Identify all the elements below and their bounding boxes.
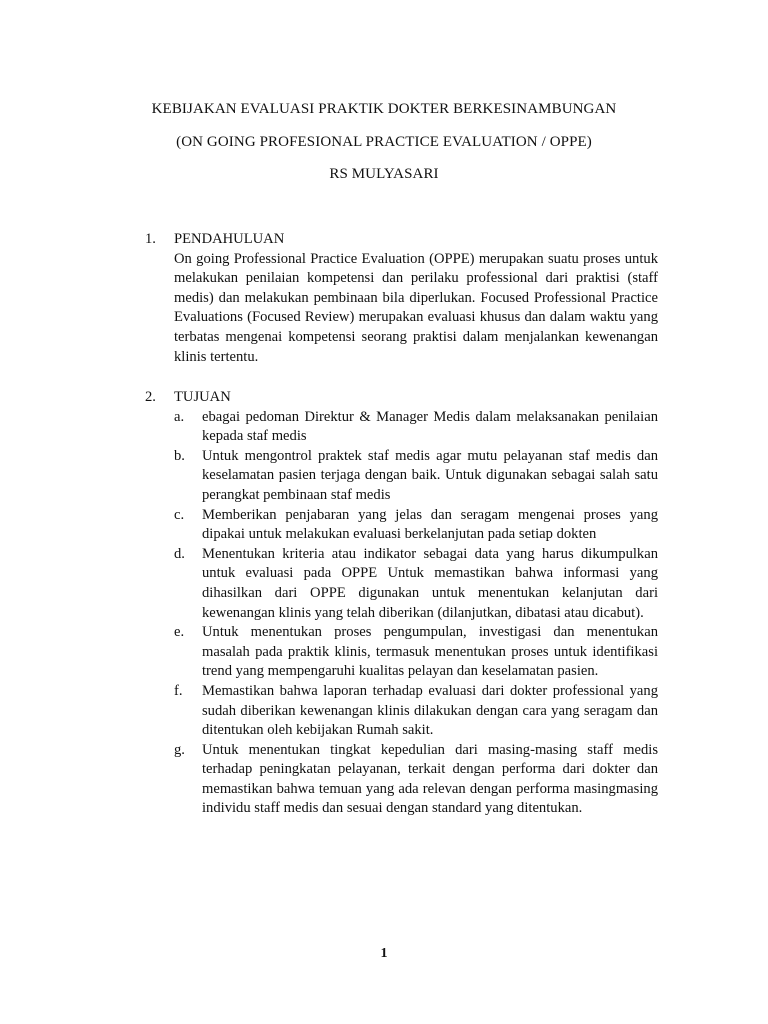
list-item-marker: f. (174, 682, 183, 699)
list-item (174, 741, 658, 819)
list-item-text: Untuk menentukan proses pengumpulan, investigasi dan menentukan masalah pada praktik klinis, termasuk menentukan proses untuk identifikasi trend yang mempengaruhi kualitas pelayan dan keselamatan pasien. (202, 624, 658, 680)
objective-list (174, 408, 658, 819)
list-item-marker: a. (174, 408, 185, 425)
list-item (174, 447, 658, 506)
list-item (174, 408, 658, 447)
section-heading (145, 230, 665, 250)
list-item-marker: g. (174, 741, 185, 758)
list-item (174, 545, 658, 623)
section-tujuan (145, 388, 665, 819)
section-heading (145, 388, 665, 408)
list-item-text: Memberikan penjabaran yang jelas dan seragam mengenai proses yang dipakai untuk melakukan evaluasi berkelanjutan pada setiap dokten (202, 506, 658, 543)
list-item-text: ebagai pedoman Direktur & Manager Medis dalam melaksanakan penilaian kepada staf medis (202, 408, 658, 445)
section-paragraph: On going Professional Practice Evaluation (OPPE) merupakan suatu proses untuk melakukan penilaian kompetensi dan perilaku professional dari praktisi (staff medis) dan melakukan pembinaan bila diperlukan. Focused Professional Practice Evaluations (Focused Review) merupakan evaluasi khusus dan dalam waktu yang terbatas mengenai kompetensi seorang praktisi dalam menjalankan kewenangan klinis tertentu. (174, 250, 658, 365)
list-item-marker: e. (174, 624, 185, 641)
hospital-name: RS MULYASARI (329, 166, 439, 182)
list-item-marker: b. (174, 447, 185, 464)
document-title: KEBIJAKAN EVALUASI PRAKTIK DOKTER BERKESINAMBUNGAN (151, 101, 617, 117)
list-item-marker: d. (174, 545, 185, 562)
list-item (174, 623, 658, 682)
section-title: PENDAHULUAN (174, 231, 285, 247)
list-item-text: Untuk mengontrol praktek staf medis agar mutu pelayanan staf medis dan keselamatan pasien terjaga dengan baik. Untuk digunakan sebagai salah satu perangkat pembinaan staf medis (202, 447, 658, 503)
section-number: 1. (145, 231, 156, 247)
section-number: 2. (145, 389, 156, 405)
list-item (174, 506, 658, 545)
list-item-text: Memastikan bahwa laporan terhadap evaluasi dari dokter professional yang sudah diberikan kewenangan klinis dilakukan dengan cara yang seragam dan ditentukan oleh kebijakan Rumah sakit. (202, 682, 658, 739)
document-subtitle: (ON GOING PROFESIONAL PRACTICE EVALUATION / OPPE) (176, 134, 592, 150)
list-item-text: Menentukan kriteria atau indikator sebagai data yang harus dikumpulkan untuk evaluasi pada OPPE Untuk memastikan bahwa informasi yang dihasilkan dari OPPE digunakan untuk menentukan kelanjutan dari kewenangan klinis yang telah diberikan (dilanjutkan, dibatasi atau dicabut). (202, 545, 658, 621)
list-item (174, 682, 658, 741)
section-pendahuluan (145, 230, 665, 367)
section-title: TUJUAN (174, 389, 231, 405)
page-number: 1 (380, 946, 388, 961)
list-item-marker: c. (174, 506, 185, 523)
list-item-text: Untuk menentukan tingkat kepedulian dari masing-masing staff medis terhadap peningkatan pelayanan, terkait dengan performa dari dokter dan memastikan bahwa temuan yang ada relevan dengan performa masingmasing individu staff medis dan sesuai dengan standard yang ditentukan. (202, 741, 658, 817)
